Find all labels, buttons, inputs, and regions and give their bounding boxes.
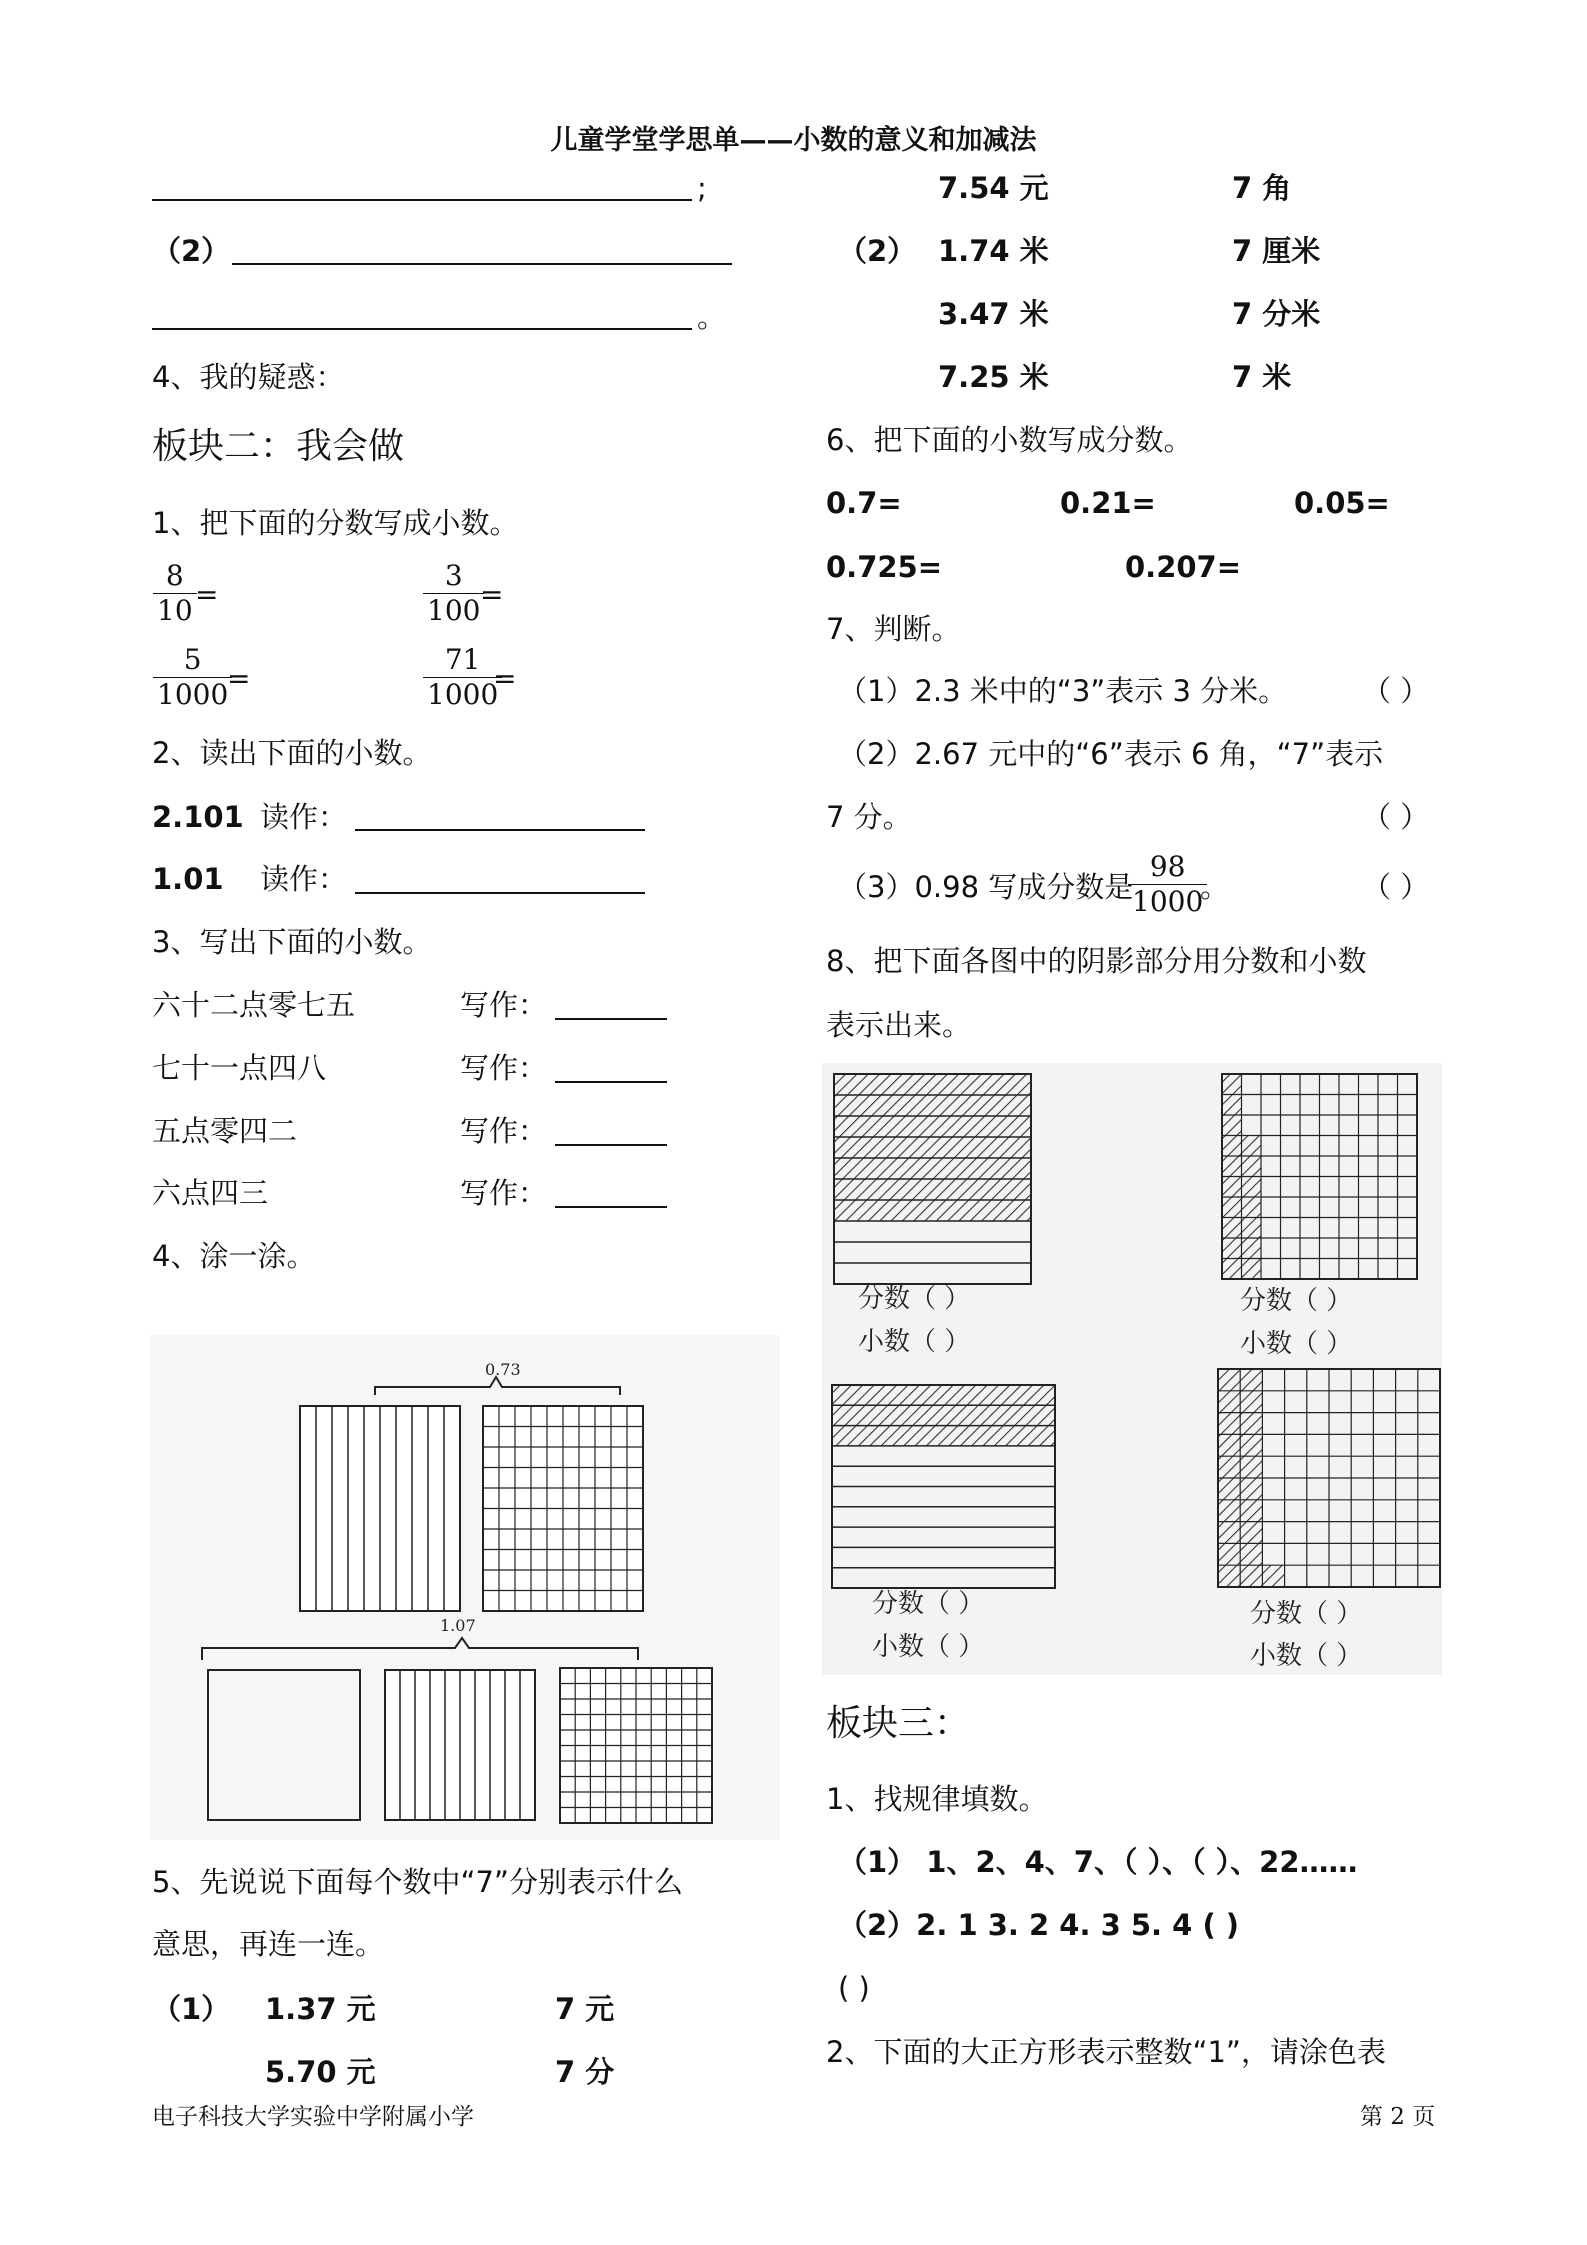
coloring-diagram (150, 1335, 780, 1840)
write-label: 写作： (460, 1114, 548, 1148)
section-heading: 板块二：我会做 (152, 426, 405, 467)
answer-blank[interactable] (355, 828, 645, 831)
decimal-item: 0.05= (1294, 486, 1390, 520)
question-title: 5、先说说下面每个数中“7”分别表示什么 (152, 1865, 683, 1899)
question-title: 1、找规律填数。 (826, 1782, 1048, 1816)
doubt-label: 4、我的疑惑： (152, 360, 345, 394)
equals-sign: = (493, 662, 517, 695)
answer-paren[interactable]: （ ） (1362, 674, 1430, 708)
match-left-item[interactable]: 3.47 米 (938, 297, 1049, 331)
fraction (423, 643, 502, 712)
question-title: 6、把下面的小数写成分数。 (826, 423, 1193, 457)
shaded-band (834, 1074, 1031, 1221)
judge-item-cont: 7 分。 (826, 800, 912, 834)
answer-blank[interactable] (152, 327, 692, 330)
write-label: 写作： (460, 1051, 548, 1085)
question-title: 2、下面的大正方形表示整数“1”，请涂色表 (826, 2035, 1386, 2069)
answer-paren[interactable]: （ ） (1362, 870, 1430, 904)
fraction-label: 分数（ ） (872, 1589, 985, 1619)
decimal-number: 1.01 (152, 862, 224, 896)
answer-blank[interactable] (355, 891, 645, 894)
judge-item: （3）0.98 写成分数是 (838, 870, 1134, 904)
answer-blank[interactable] (555, 1205, 667, 1208)
answer-blank[interactable] (555, 1080, 667, 1083)
tenths-strip-square[interactable] (300, 1406, 460, 1611)
line-end-mark: 。 (697, 300, 727, 334)
fraction-denominator: 1000 (427, 678, 499, 711)
shading-diagrams (822, 1063, 1442, 1675)
fraction (153, 559, 197, 628)
question-title-cont: 表示出来。 (826, 1008, 972, 1042)
number-words: 六点四三 (152, 1176, 269, 1210)
pattern-item: （1） 1、2、4、7、（ ）、（ ）、22…… (838, 1845, 1358, 1879)
decimal-item: 0.207= (1125, 550, 1242, 584)
decimal-label: 小数（ ） (872, 1632, 985, 1662)
number-words: 六十二点零七五 (152, 988, 356, 1022)
tenths-strip-square[interactable] (385, 1670, 535, 1820)
match-right-item[interactable]: 7 米 (1232, 360, 1292, 394)
match-left-item[interactable]: 1.74 米 (938, 234, 1049, 268)
answer-blank[interactable] (152, 198, 692, 201)
fraction-numerator: 8 (165, 559, 184, 592)
label-073: 0.73 (485, 1360, 521, 1379)
question-title: 3、写出下面的小数。 (152, 925, 432, 959)
decimal-item: 0.21= (1060, 486, 1156, 520)
footer-page: 第 2 页 (1360, 2104, 1436, 2130)
answer-paren[interactable]: （ ） (1362, 800, 1430, 834)
read-label: 读作： (260, 800, 348, 834)
match-right-item[interactable]: 7 元 (555, 1992, 615, 2026)
answer-blank[interactable] (555, 1143, 667, 1146)
match-left-item[interactable]: 7.25 米 (938, 360, 1049, 394)
answer-blank[interactable] (555, 1017, 667, 1020)
equals-sign: = (195, 578, 219, 611)
sentence-end: 。 (1200, 870, 1230, 904)
fraction-label: 分数（ ） (1250, 1599, 1363, 1629)
decimal-item: 0.7= (826, 486, 902, 520)
decimal-label: 小数（ ） (858, 1327, 971, 1357)
item-label: （2） (152, 234, 231, 268)
fraction (1128, 850, 1207, 919)
match-left-item[interactable]: 5.70 元 (265, 2055, 376, 2089)
fraction (153, 643, 232, 712)
shaded-band (832, 1385, 1055, 1446)
pattern-item: （2）2. 1 3. 2 4. 3 5. 4 ( ) (838, 1908, 1240, 1942)
write-label: 写作： (460, 988, 548, 1022)
decimal-label: 小数（ ） (1250, 1641, 1363, 1671)
line-end-mark: ; (697, 171, 707, 205)
number-words: 五点零四二 (152, 1114, 298, 1148)
decimal-number: 2.101 (152, 800, 244, 834)
answer-blank[interactable] (232, 262, 732, 265)
match-left-item[interactable]: 7.54 元 (938, 171, 1049, 205)
write-label: 写作： (460, 1176, 548, 1210)
equals-sign: = (227, 662, 251, 695)
read-label: 读作： (260, 862, 348, 896)
match-right-item[interactable]: 7 分米 (1232, 297, 1321, 331)
page-title: 儿童学堂学思单——小数的意义和加减法 (550, 125, 1037, 156)
fraction-numerator: 3 (444, 559, 463, 592)
answer-paren[interactable]: ( ) (838, 1971, 870, 2005)
question-title: 4、涂一涂。 (152, 1239, 316, 1273)
fraction-denominator: 100 (427, 594, 481, 627)
match-right-item[interactable]: 7 角 (1232, 171, 1292, 205)
label-107: 1.07 (440, 1616, 476, 1635)
fraction (423, 559, 484, 628)
fraction-denominator: 1000 (157, 678, 229, 711)
fraction-label: 分数（ ） (1240, 1286, 1353, 1316)
footer-school: 电子科技大学实验中学附属小学 (152, 2104, 474, 2130)
question-title: 1、把下面的分数写成小数。 (152, 506, 519, 540)
hundredths-grid-square[interactable] (560, 1668, 712, 1823)
question-title: 2、读出下面的小数。 (152, 736, 432, 770)
question-title-cont: 意思，再连一连。 (152, 1927, 385, 1961)
fraction-numerator: 71 (444, 643, 481, 676)
question-title: 7、判断。 (826, 612, 961, 646)
fraction-numerator: 5 (183, 643, 202, 676)
judge-item: （2）2.67 元中的“6”表示 6 角，“7”表示 (838, 737, 1384, 771)
fraction-denominator: 10 (157, 594, 193, 627)
judge-item: （1）2.3 米中的“3”表示 3 分米。 (838, 674, 1288, 708)
question-title: 8、把下面各图中的阴影部分用分数和小数 (826, 944, 1367, 978)
shaded-cells (1262, 1565, 1284, 1587)
decimal-label: 小数（ ） (1240, 1329, 1353, 1359)
number-words: 七十一点四八 (152, 1051, 327, 1085)
decimal-item: 0.725= (826, 550, 943, 584)
section-heading: 板块三： (826, 1703, 971, 1744)
hundredths-grid-square[interactable] (483, 1406, 643, 1611)
fraction-label: 分数（ ） (858, 1284, 971, 1314)
shaded-cells (1242, 1136, 1262, 1280)
group-label: （1） (152, 1992, 231, 2026)
match-right-item[interactable]: 7 分 (555, 2055, 615, 2089)
equals-sign: = (480, 578, 504, 611)
fraction-numerator: 98 (1149, 850, 1186, 883)
fraction-denominator: 1000 (1132, 885, 1204, 918)
match-right-item[interactable]: 7 厘米 (1232, 234, 1321, 268)
group-label: （2） (838, 234, 917, 268)
match-left-item[interactable]: 1.37 元 (265, 1992, 376, 2026)
